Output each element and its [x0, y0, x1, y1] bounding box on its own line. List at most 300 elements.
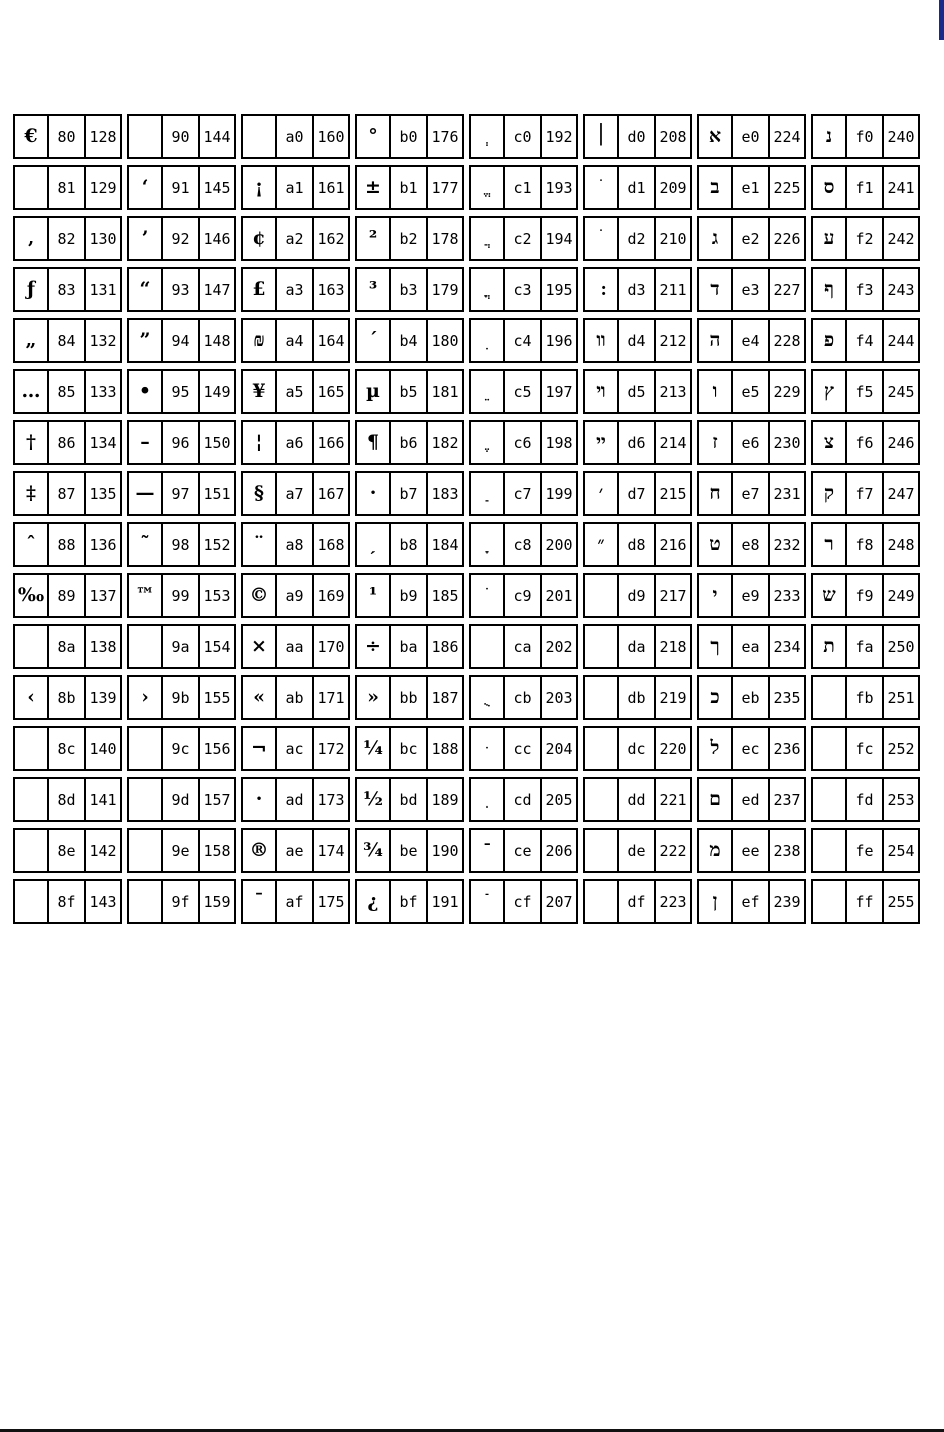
code-cell — [811, 726, 920, 771]
code-cell — [241, 318, 350, 363]
code-cell — [241, 522, 350, 567]
hex-code: eb — [733, 677, 770, 718]
char-glyph: ‹ — [15, 677, 49, 718]
char-glyph: ½ — [357, 779, 391, 820]
decimal-code: 216 — [659, 535, 687, 554]
decimal-code: 164 — [317, 331, 345, 350]
decimal-code: 228 — [773, 331, 801, 350]
code-cell — [583, 318, 692, 363]
hex-code: a5 — [277, 371, 314, 412]
char-glyph: ¨ — [243, 524, 277, 565]
decimal-code: 237 — [773, 790, 801, 809]
code-cell — [583, 267, 692, 312]
decimal-code: 163 — [317, 280, 345, 299]
hex-code: 9d — [163, 779, 200, 820]
decimal-code: 214 — [659, 433, 687, 452]
hex-code: c0 — [505, 116, 542, 157]
hex-code: d5 — [619, 371, 656, 412]
char-glyph: ™ — [129, 575, 163, 616]
char-glyph — [585, 218, 619, 259]
hex-code: fc — [847, 728, 884, 769]
decimal-code: 207 — [545, 892, 573, 911]
code-cell — [355, 879, 464, 924]
decimal-code: 248 — [887, 535, 915, 554]
decimal-code: 130 — [89, 229, 117, 248]
code-cell — [127, 624, 236, 669]
hex-code: bb — [391, 677, 428, 718]
char-glyph: ¿ — [357, 881, 391, 922]
char-glyph: ³ — [357, 269, 391, 310]
code-cell — [469, 624, 578, 669]
char-glyph: ¶ — [357, 422, 391, 463]
hex-code: f2 — [847, 218, 884, 259]
code-cell — [697, 777, 806, 822]
hex-code: e7 — [733, 473, 770, 514]
hex-code: e3 — [733, 269, 770, 310]
char-glyph: ף — [813, 269, 847, 310]
decimal-code: 160 — [317, 127, 345, 146]
char-glyph: ˆ — [15, 524, 49, 565]
code-cell — [583, 624, 692, 669]
code-cell — [241, 675, 350, 720]
hex-code: ef — [733, 881, 770, 922]
code-cell — [811, 267, 920, 312]
hex-code: a7 — [277, 473, 314, 514]
hex-code: b1 — [391, 167, 428, 208]
code-cell — [241, 165, 350, 210]
char-glyph: ו — [699, 371, 733, 412]
code-cell — [13, 624, 122, 669]
char-glyph: · — [243, 779, 277, 820]
decimal-code: 158 — [203, 841, 231, 860]
hex-code: b3 — [391, 269, 428, 310]
char-glyph: ‡ — [15, 473, 49, 514]
hex-code: 90 — [163, 116, 200, 157]
code-cell — [241, 114, 350, 159]
char-glyph — [471, 779, 505, 820]
decimal-code: 140 — [89, 739, 117, 758]
code-cell — [127, 267, 236, 312]
decimal-code: 142 — [89, 841, 117, 860]
code-cell — [697, 318, 806, 363]
code-cell — [811, 216, 920, 261]
code-cell — [241, 726, 350, 771]
hex-code: e9 — [733, 575, 770, 616]
hex-code: dc — [619, 728, 656, 769]
code-cell — [241, 471, 350, 516]
decimal-code: 233 — [773, 586, 801, 605]
decimal-code: 175 — [317, 892, 345, 911]
code-cell — [811, 828, 920, 873]
hex-code: 89 — [49, 575, 86, 616]
code-cell — [811, 675, 920, 720]
hex-code: e8 — [733, 524, 770, 565]
decimal-code: 243 — [887, 280, 915, 299]
char-glyph: ב — [699, 167, 733, 208]
code-cell — [469, 777, 578, 822]
char-glyph: פ — [813, 320, 847, 361]
hex-code: 8a — [49, 626, 86, 667]
hex-code: ee — [733, 830, 770, 871]
decimal-code: 195 — [545, 280, 573, 299]
char-glyph — [471, 473, 505, 514]
char-glyph: ² — [357, 218, 391, 259]
code-cell — [355, 267, 464, 312]
code-cell — [583, 726, 692, 771]
hex-code: 9b — [163, 677, 200, 718]
decimal-code: 252 — [887, 739, 915, 758]
code-cell — [355, 471, 464, 516]
code-cell — [811, 777, 920, 822]
hex-code: cc — [505, 728, 542, 769]
char-glyph — [471, 269, 505, 310]
char-glyph: ־ — [471, 830, 505, 871]
code-cell — [241, 879, 350, 924]
code-cell — [583, 522, 692, 567]
code-cell — [355, 114, 464, 159]
decimal-code: 167 — [317, 484, 345, 503]
hex-code: d3 — [619, 269, 656, 310]
code-cell — [13, 216, 122, 261]
code-cell — [469, 726, 578, 771]
char-glyph: ± — [357, 167, 391, 208]
decimal-code: 194 — [545, 229, 573, 248]
code-cell — [811, 114, 920, 159]
char-glyph — [129, 881, 163, 922]
decimal-code: 198 — [545, 433, 573, 452]
decimal-code: 159 — [203, 892, 231, 911]
code-cell — [811, 369, 920, 414]
hex-code: ac — [277, 728, 314, 769]
hex-code: e1 — [733, 167, 770, 208]
char-glyph: ש — [813, 575, 847, 616]
hex-code: ad — [277, 779, 314, 820]
decimal-code: 184 — [431, 535, 459, 554]
code-cell — [697, 165, 806, 210]
decimal-code: 133 — [89, 382, 117, 401]
code-cell — [583, 216, 692, 261]
code-cell — [241, 267, 350, 312]
code-cell — [469, 522, 578, 567]
char-glyph: ׀ — [585, 116, 619, 157]
hex-code: 94 — [163, 320, 200, 361]
decimal-code: 157 — [203, 790, 231, 809]
char-glyph — [15, 728, 49, 769]
decimal-code: 197 — [545, 382, 573, 401]
decimal-code: 168 — [317, 535, 345, 554]
decimal-code: 241 — [887, 178, 915, 197]
decimal-code: 250 — [887, 637, 915, 656]
decimal-code: 249 — [887, 586, 915, 605]
char-glyph: … — [15, 371, 49, 412]
hex-code: fd — [847, 779, 884, 820]
decimal-code: 247 — [887, 484, 915, 503]
code-cell — [469, 369, 578, 414]
char-glyph: ײ — [585, 422, 619, 463]
char-glyph: « — [243, 677, 277, 718]
hex-code: aa — [277, 626, 314, 667]
hex-code: b9 — [391, 575, 428, 616]
hex-code: c4 — [505, 320, 542, 361]
code-cell — [127, 879, 236, 924]
char-glyph: ₪ — [243, 320, 277, 361]
code-cell — [127, 675, 236, 720]
decimal-code: 218 — [659, 637, 687, 656]
hex-code: ab — [277, 677, 314, 718]
code-cell — [127, 420, 236, 465]
decimal-code: 210 — [659, 229, 687, 248]
hex-code: 91 — [163, 167, 200, 208]
char-glyph: » — [357, 677, 391, 718]
decimal-code: 189 — [431, 790, 459, 809]
decimal-code: 196 — [545, 331, 573, 350]
char-glyph: ך — [699, 626, 733, 667]
decimal-code: 209 — [659, 178, 687, 197]
char-glyph: ה — [699, 320, 733, 361]
hex-code: 93 — [163, 269, 200, 310]
hex-code: 9a — [163, 626, 200, 667]
char-glyph: ÷ — [357, 626, 391, 667]
code-cell — [697, 471, 806, 516]
char-glyph — [813, 881, 847, 922]
code-cell — [697, 369, 806, 414]
decimal-code: 179 — [431, 280, 459, 299]
hex-code: df — [619, 881, 656, 922]
decimal-code: 147 — [203, 280, 231, 299]
code-cell — [13, 675, 122, 720]
hex-code: a8 — [277, 524, 314, 565]
char-glyph: © — [243, 575, 277, 616]
code-cell — [697, 879, 806, 924]
code-cell — [127, 216, 236, 261]
hex-code: 84 — [49, 320, 86, 361]
char-glyph: „ — [15, 320, 49, 361]
code-cell — [127, 165, 236, 210]
decimal-code: 177 — [431, 178, 459, 197]
decimal-code: 166 — [317, 433, 345, 452]
code-cell — [697, 216, 806, 261]
char-glyph: ¼ — [357, 728, 391, 769]
hex-code: a0 — [277, 116, 314, 157]
decimal-code: 213 — [659, 382, 687, 401]
char-glyph: ׳ — [585, 473, 619, 514]
decimal-code: 185 — [431, 586, 459, 605]
code-page-table — [13, 114, 921, 930]
code-cell — [127, 828, 236, 873]
hex-code: ae — [277, 830, 314, 871]
hex-code: ca — [505, 626, 542, 667]
char-glyph: · — [357, 473, 391, 514]
char-glyph: ק — [813, 473, 847, 514]
char-glyph: – — [129, 422, 163, 463]
char-glyph: ם — [699, 779, 733, 820]
hex-code: bc — [391, 728, 428, 769]
decimal-code: 180 — [431, 331, 459, 350]
code-cell — [355, 420, 464, 465]
char-glyph — [15, 881, 49, 922]
char-glyph — [129, 116, 163, 157]
hex-code: cf — [505, 881, 542, 922]
hex-code: f0 — [847, 116, 884, 157]
char-glyph: מ — [699, 830, 733, 871]
hex-code: 81 — [49, 167, 86, 208]
char-glyph: › — [129, 677, 163, 718]
hex-code: 92 — [163, 218, 200, 259]
char-glyph: ¥ — [243, 371, 277, 412]
code-cell — [355, 624, 464, 669]
char-glyph: ח — [699, 473, 733, 514]
code-cell — [469, 573, 578, 618]
hex-code: c8 — [505, 524, 542, 565]
decimal-code: 199 — [545, 484, 573, 503]
char-glyph: כ — [699, 677, 733, 718]
hex-code: a4 — [277, 320, 314, 361]
hex-code: 8d — [49, 779, 86, 820]
hex-code: ba — [391, 626, 428, 667]
decimal-code: 161 — [317, 178, 345, 197]
char-glyph: ‰ — [15, 575, 49, 616]
decimal-code: 143 — [89, 892, 117, 911]
decimal-code: 244 — [887, 331, 915, 350]
decimal-code: 234 — [773, 637, 801, 656]
hex-code: fe — [847, 830, 884, 871]
decimal-code: 211 — [659, 280, 687, 299]
hex-code: b5 — [391, 371, 428, 412]
code-cell — [355, 165, 464, 210]
hex-code: b6 — [391, 422, 428, 463]
decimal-code: 176 — [431, 127, 459, 146]
decimal-code: 240 — [887, 127, 915, 146]
hex-code: b7 — [391, 473, 428, 514]
hex-code: cd — [505, 779, 542, 820]
hex-code: bd — [391, 779, 428, 820]
char-glyph: ¡ — [243, 167, 277, 208]
decimal-code: 174 — [317, 841, 345, 860]
code-cell — [697, 828, 806, 873]
code-cell — [697, 267, 806, 312]
code-cell — [811, 420, 920, 465]
code-cell — [13, 522, 122, 567]
code-cell — [469, 318, 578, 363]
decimal-code: 254 — [887, 841, 915, 860]
char-glyph: ˜ — [129, 524, 163, 565]
char-glyph: ” — [129, 320, 163, 361]
code-cell — [355, 318, 464, 363]
char-glyph — [15, 779, 49, 820]
hex-code: f5 — [847, 371, 884, 412]
hex-code: cb — [505, 677, 542, 718]
hex-code: c1 — [505, 167, 542, 208]
decimal-code: 253 — [887, 790, 915, 809]
code-cell — [127, 726, 236, 771]
char-glyph: — — [129, 473, 163, 514]
hex-code: 8e — [49, 830, 86, 871]
decimal-code: 138 — [89, 637, 117, 656]
code-cell — [697, 726, 806, 771]
decimal-code: 172 — [317, 739, 345, 758]
hex-code: 95 — [163, 371, 200, 412]
code-cell — [583, 828, 692, 873]
hex-code: a1 — [277, 167, 314, 208]
hex-code: f3 — [847, 269, 884, 310]
char-glyph: ױ — [585, 371, 619, 412]
decimal-code: 136 — [89, 535, 117, 554]
char-glyph: ’ — [129, 218, 163, 259]
decimal-code: 230 — [773, 433, 801, 452]
char-glyph — [471, 167, 505, 208]
hex-code: c2 — [505, 218, 542, 259]
code-cell — [355, 828, 464, 873]
code-cell — [583, 879, 692, 924]
decimal-code: 137 — [89, 586, 117, 605]
hex-code: d7 — [619, 473, 656, 514]
decimal-code: 186 — [431, 637, 459, 656]
decimal-code: 224 — [773, 127, 801, 146]
decimal-code: 212 — [659, 331, 687, 350]
code-cell — [241, 828, 350, 873]
hex-code: d9 — [619, 575, 656, 616]
char-glyph: ¾ — [357, 830, 391, 871]
decimal-code: 226 — [773, 229, 801, 248]
code-cell — [241, 624, 350, 669]
char-glyph: ת — [813, 626, 847, 667]
hex-code: 82 — [49, 218, 86, 259]
code-cell — [583, 369, 692, 414]
code-cell — [469, 216, 578, 261]
hex-code: c5 — [505, 371, 542, 412]
code-cell — [13, 879, 122, 924]
decimal-code: 251 — [887, 688, 915, 707]
char-glyph — [813, 677, 847, 718]
char-glyph: ״ — [585, 524, 619, 565]
hex-code: b8 — [391, 524, 428, 565]
code-cell — [13, 165, 122, 210]
decimal-code: 245 — [887, 382, 915, 401]
char-glyph — [471, 320, 505, 361]
code-cell — [697, 624, 806, 669]
code-cell — [811, 573, 920, 618]
code-cell — [469, 879, 578, 924]
code-cell — [469, 114, 578, 159]
decimal-code: 145 — [203, 178, 231, 197]
code-cell — [13, 318, 122, 363]
code-cell — [13, 369, 122, 414]
char-glyph: £ — [243, 269, 277, 310]
code-cell — [355, 675, 464, 720]
hex-code: 8b — [49, 677, 86, 718]
char-glyph: ד — [699, 269, 733, 310]
code-cell — [469, 675, 578, 720]
code-cell — [241, 216, 350, 261]
hex-code: d2 — [619, 218, 656, 259]
char-glyph: ° — [357, 116, 391, 157]
char-glyph — [585, 626, 619, 667]
hex-code: b0 — [391, 116, 428, 157]
hex-code: e0 — [733, 116, 770, 157]
code-cell — [13, 573, 122, 618]
hex-code: c7 — [505, 473, 542, 514]
char-glyph: € — [15, 116, 49, 157]
hex-code: a9 — [277, 575, 314, 616]
char-glyph — [15, 830, 49, 871]
hex-code: 87 — [49, 473, 86, 514]
code-cell — [241, 369, 350, 414]
hex-code: 86 — [49, 422, 86, 463]
code-cell — [469, 267, 578, 312]
decimal-code: 231 — [773, 484, 801, 503]
decimal-code: 182 — [431, 433, 459, 452]
char-glyph: ‘ — [129, 167, 163, 208]
